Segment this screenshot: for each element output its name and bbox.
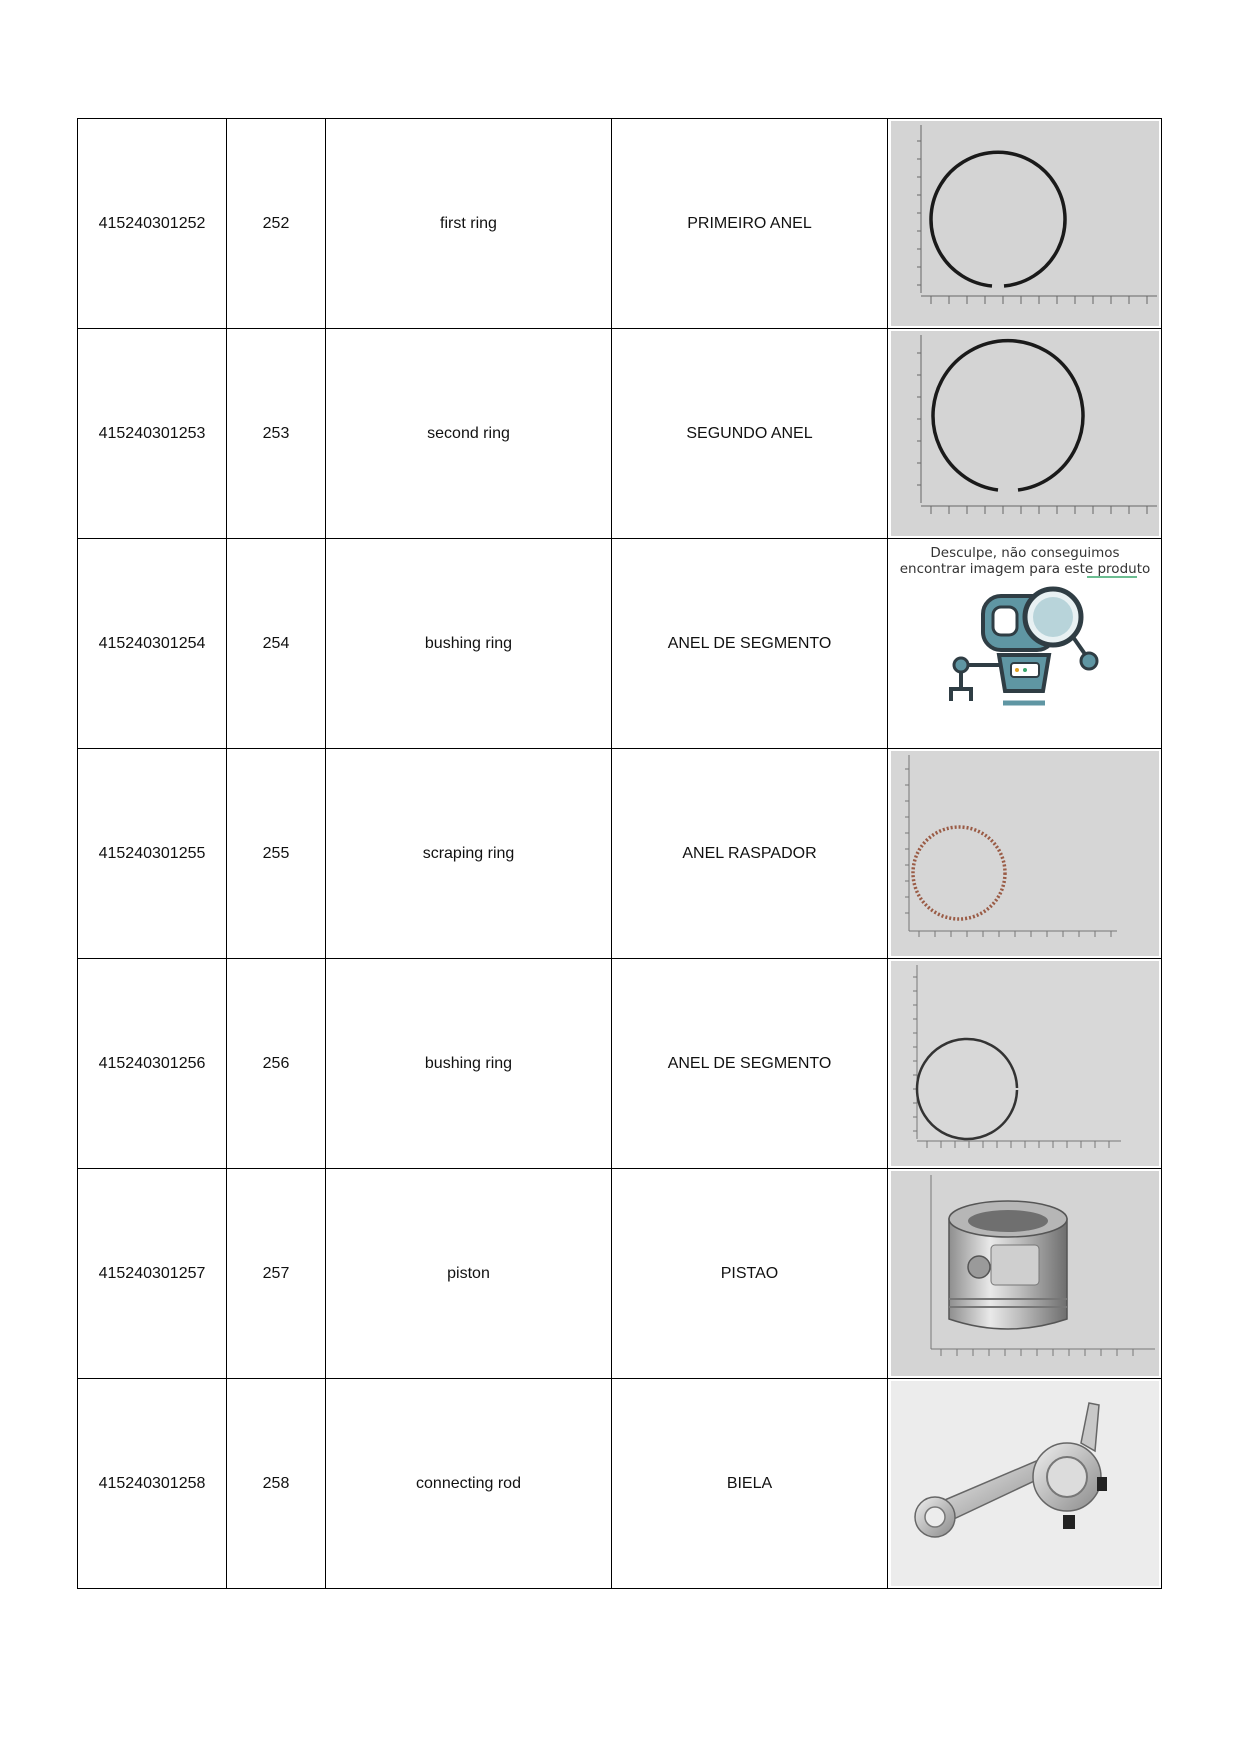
table-row (78, 329, 1162, 539)
photo-cell (888, 749, 1162, 959)
description-en: connecting rod (326, 1379, 612, 1589)
description-pt: PRIMEIRO ANEL (612, 119, 888, 329)
description-en: bushing ring (326, 539, 612, 749)
table-row (78, 959, 1162, 1169)
description-pt: BIELA (612, 1379, 888, 1589)
description-pt: SEGUNDO ANEL (612, 329, 888, 539)
image-not-found-robot (891, 541, 1159, 746)
piston-ring-photo (891, 331, 1159, 536)
table-row (78, 539, 1162, 749)
description-pt: PISTAO (612, 1169, 888, 1379)
oil-ring-photo (891, 751, 1159, 956)
part-number: 258 (227, 1379, 326, 1589)
table-row (78, 119, 1162, 329)
table-row (78, 1169, 1162, 1379)
connecting-rod-photo (891, 1381, 1159, 1586)
part-number: 256 (227, 959, 326, 1169)
part-code: 415240301252 (78, 119, 227, 329)
part-number: 255 (227, 749, 326, 959)
not-found-line2: encontrar imagem para este produto (899, 561, 1150, 577)
description-pt: ANEL RASPADOR (612, 749, 888, 959)
part-code: 415240301256 (78, 959, 227, 1169)
piston-photo (891, 1171, 1159, 1376)
description-en: piston (326, 1169, 612, 1379)
part-number: 257 (227, 1169, 326, 1379)
description-pt: ANEL DE SEGMENTO (612, 539, 888, 749)
part-number: 252 (227, 119, 326, 329)
part-number: 253 (227, 329, 326, 539)
table-row (78, 1379, 1162, 1589)
part-code: 415240301254 (78, 539, 227, 749)
part-code: 415240301257 (78, 1169, 227, 1379)
part-code: 415240301258 (78, 1379, 227, 1589)
description-en: bushing ring (326, 959, 612, 1169)
photo-cell (888, 959, 1162, 1169)
photo-cell (888, 539, 1162, 749)
photo-cell (888, 119, 1162, 329)
piston-ring-photo (891, 121, 1159, 326)
not-found-line1: Desculpe, não conseguimos (929, 545, 1120, 561)
photo-cell (888, 1169, 1162, 1379)
description-en: scraping ring (326, 749, 612, 959)
description-pt: ANEL DE SEGMENTO (612, 959, 888, 1169)
part-code: 415240301253 (78, 329, 227, 539)
description-en: second ring (326, 329, 612, 539)
table-row (78, 749, 1162, 959)
thin-ring-photo (891, 961, 1159, 1166)
part-code: 415240301255 (78, 749, 227, 959)
part-number: 254 (227, 539, 326, 749)
photo-cell (888, 329, 1162, 539)
description-en: first ring (326, 119, 612, 329)
parts-table (77, 118, 1162, 1589)
photo-cell (888, 1379, 1162, 1589)
